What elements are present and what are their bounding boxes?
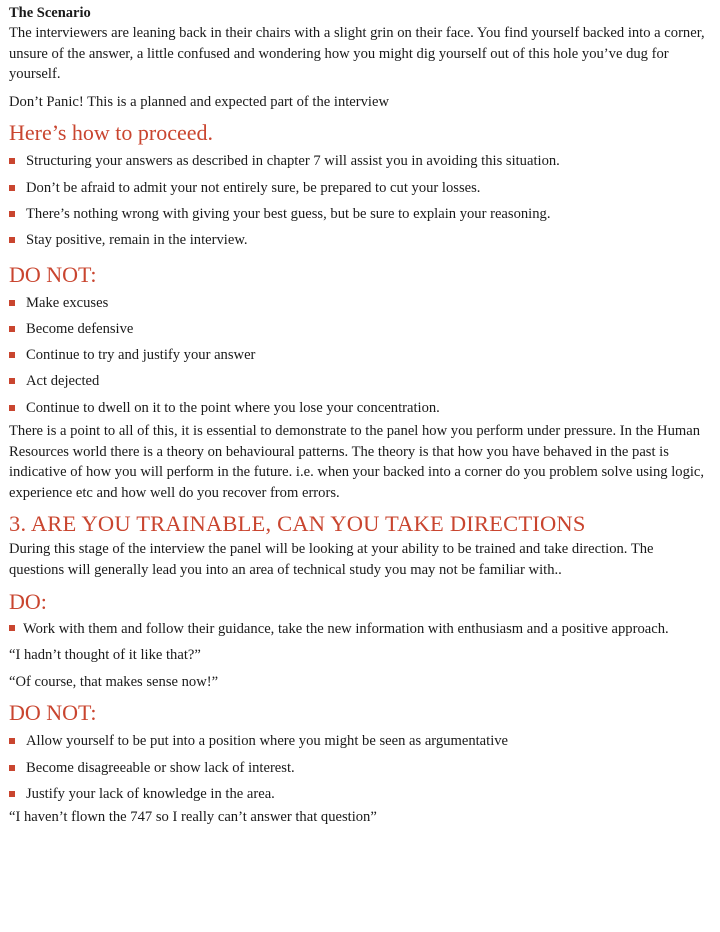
proceed-heading: Here’s how to proceed.	[9, 120, 214, 146]
do-not-list	[9, 728, 711, 807]
scenario-paragraph: The interviewers are leaning back in their chairs with a slight grin on their face. You find yourself backed into a corner, unsure of the answer, a little confused and wondering how you might dig yourself out of this hole you’ve dug for yourself.	[9, 25, 705, 83]
square-bullet-icon	[9, 405, 15, 411]
section-3-intro: During this stage of the interview the panel will be looking at your ability to be trained and take direction. The questions will generally lead you into an area of technical study you may not be familiar with..	[9, 541, 654, 579]
do-not-heading: DO NOT:	[9, 261, 97, 287]
list-item: Justify your lack of knowledge in the area.	[9, 781, 711, 807]
quote-text: “I hadn’t thought of it like that?”	[9, 647, 201, 664]
list-item: Make excuses	[9, 290, 711, 316]
do-not-list	[9, 290, 711, 421]
square-bullet-icon	[9, 791, 15, 797]
square-bullet-icon	[9, 237, 15, 243]
list-item: There’s nothing wrong with giving your best guess, but be sure to explain your reasoning.	[9, 201, 711, 227]
square-bullet-icon	[9, 158, 15, 164]
quote-text: “Of course, that makes sense now!”	[9, 673, 219, 690]
square-bullet-icon	[9, 211, 15, 217]
scenario-title: The Scenario	[9, 5, 91, 21]
list-item: Become disagreeable or show lack of interest.	[9, 755, 711, 781]
square-bullet-icon	[9, 352, 15, 358]
square-bullet-icon	[9, 378, 15, 384]
square-bullet-icon	[9, 738, 15, 744]
square-bullet-icon	[9, 326, 15, 332]
do-not-heading: DO NOT:	[9, 700, 97, 726]
do-item: Work with them and follow their guidance, take the new information with enthusiasm and a positive approach.	[9, 619, 711, 640]
list-item: Continue to try and justify your answer	[9, 342, 711, 368]
square-bullet-icon	[9, 625, 15, 631]
list-item: Act dejected	[9, 368, 711, 394]
square-bullet-icon	[9, 185, 15, 191]
proceed-list	[9, 148, 711, 253]
quote-text: “I haven’t flown the 747 so I really can’t answer that question”	[9, 809, 377, 826]
list-item: Structuring your answers as described in chapter 7 will assist you in avoiding this situation.	[9, 148, 711, 174]
do-heading: DO:	[9, 588, 47, 614]
dont-panic-paragraph: Don’t Panic! This is a planned and expected part of the interview	[9, 93, 390, 110]
square-bullet-icon	[9, 300, 15, 306]
square-bullet-icon	[9, 765, 15, 771]
section-3-heading: 3. ARE YOU TRAINABLE, CAN YOU TAKE DIRECTIONS	[9, 511, 586, 537]
list-item: Allow yourself to be put into a position where you might be seen as argumentative	[9, 728, 711, 754]
list-item: Don’t be afraid to admit your not entirely sure, be prepared to cut your losses.	[9, 175, 711, 201]
list-item: Stay positive, remain in the interview.	[9, 227, 711, 253]
pressure-paragraph: There is a point to all of this, it is essential to demonstrate to the panel how you perform under pressure. In the Human Resources world there is a theory on behavioural patterns. The theory is that how you have behaved in the past is indicative of how you will perform in the future. i.e. when your backed into a corner do you problem solve using logic, experience etc and how well do you recover from errors.	[9, 423, 705, 501]
list-item: Become defensive	[9, 316, 711, 342]
list-item: Continue to dwell on it to the point where you lose your concentration.	[9, 395, 711, 421]
